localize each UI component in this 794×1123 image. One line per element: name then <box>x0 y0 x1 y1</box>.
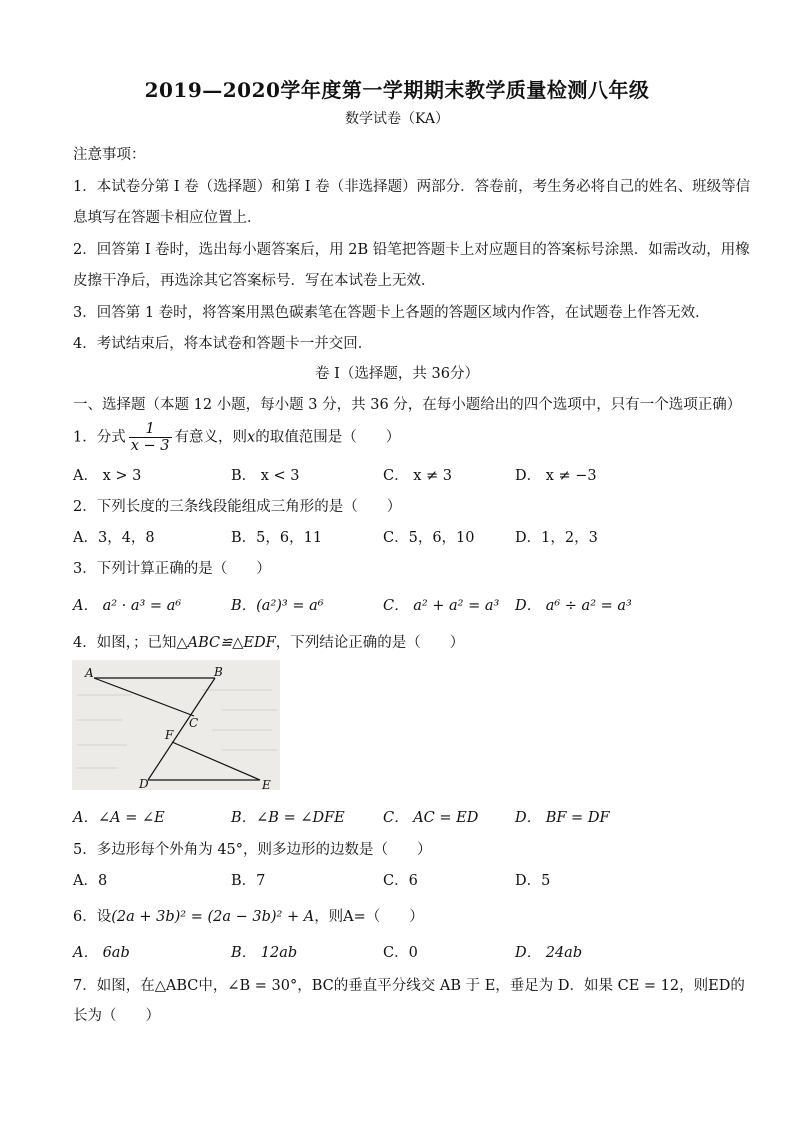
option-b: B． 12ab <box>231 945 298 961</box>
option-b: B．∠B = ∠DFE <box>231 810 345 826</box>
option-d: D．1，2，3 <box>515 530 598 546</box>
question-3-stem: 3．下列计算正确的是（ ） <box>73 561 271 577</box>
label-b: B <box>214 665 223 679</box>
option-b: B．7 <box>231 873 266 889</box>
option-a: A． a² · a³ = a⁶ <box>73 598 182 614</box>
question-3-options <box>73 594 733 616</box>
notice-item-3: 3．回答第 1 卷时，将答案用黑色碳素笔在答题卡上各题的答题区域内作答，在试题卷上作答无效． <box>73 305 710 321</box>
notice-item-4: 4．考试结束后，将本试卷和答题卡一并交回． <box>73 336 373 352</box>
question-1-options <box>73 464 733 486</box>
option-c: C．0 <box>383 945 418 961</box>
option-c: C．6 <box>383 873 418 889</box>
label-d: D <box>139 777 149 790</box>
question-2-options <box>73 526 733 548</box>
notice-item-2-line-2: 皮擦干净后，再选涂其它答案标号．写在本试卷上无效． <box>73 273 436 289</box>
notice-heading: 注意事项： <box>73 147 146 163</box>
label-c: C <box>189 716 199 730</box>
section-intro: 一、选择题（本题 12 小题，每小题 3 分，共 36 分，在每小题给出的四个选项中，只有一个选项正确） <box>73 397 742 413</box>
question-6-options <box>73 941 733 963</box>
notice-item-1-line-1: 1．本试卷分第 I 卷（选择题）和第 I 卷（非选择题）两部分．答卷前，考生务必将自己的姓名、班级等信 <box>73 179 751 195</box>
option-a: A．∠A = ∠E <box>73 810 165 826</box>
section-title: 卷 I（选择题，共 36分） <box>315 366 479 382</box>
notice-item-2-line-1: 2．回答第 I 卷时，选出每小题答案后，用 2B 铅笔把答题卡上对应题目的答案标号涂黑．如需改动，用橡 <box>73 242 750 258</box>
option-d: D． a⁶ ÷ a² = a³ <box>515 598 632 614</box>
question-7-line-2: 长为（ ） <box>73 1008 160 1024</box>
option-d: D． x ≠ −3 <box>515 468 597 484</box>
question-7-line-1: 7．如图，在△ABC中，∠B = 30°，BC的垂直平分线交 AB 于 E，垂足为 D．如果 CE = 12，则ED的 <box>73 978 745 994</box>
question-4-stem: 4．如图，；已知△ABC≌△EDF，下列结论正确的是（ ） <box>73 635 465 651</box>
option-d: D．5 <box>515 873 551 889</box>
question-4-options <box>73 806 733 828</box>
option-b: B． x < 3 <box>231 468 300 484</box>
option-d: D． 24ab <box>515 945 583 961</box>
question-2-stem: 2．下列长度的三条线段能组成三角形的是（ ） <box>73 499 402 515</box>
option-c: C． AC = ED <box>383 810 479 826</box>
exam-subtitle: 数学试卷（KA） <box>344 111 449 127</box>
option-d: D． BF = DF <box>515 810 610 826</box>
label-e: E <box>262 778 271 790</box>
question-5-options <box>73 869 733 891</box>
triangle-figure <box>72 660 280 790</box>
option-a: A．8 <box>73 873 108 889</box>
fraction: $\frac{1}{x - 3}$ <box>130 421 170 454</box>
question-1-stem: 1．分式 $\frac{1}{x - 3}$ 有意义，则x的取值范围是（ ） <box>73 421 401 454</box>
option-c: C． a² + a² = a³ <box>383 598 500 614</box>
option-a: A． x > 3 <box>73 468 142 484</box>
option-b: B．5，6，11 <box>231 530 323 546</box>
label-a: A <box>85 666 94 680</box>
label-f: F <box>165 728 174 742</box>
notice-item-1-line-2: 息填写在答题卡相应位置上． <box>73 210 262 226</box>
option-a: A．3，4，8 <box>73 530 155 546</box>
question-6-stem: 6．设(2a + 3b)² = (2a − 3b)² + A，则A=（ ） <box>73 909 424 925</box>
option-c: C．5，6，10 <box>383 530 475 546</box>
question-5-stem: 5．多边形每个外角为 45°，则多边形的边数是（ ） <box>73 842 432 858</box>
option-b: B．(a²)³ = a⁶ <box>231 598 324 614</box>
option-c: C． x ≠ 3 <box>383 468 452 484</box>
exam-title: 2019—2020学年度第一学期期末教学质量检测八年级 <box>144 78 650 102</box>
option-a: A． 6ab <box>73 945 130 961</box>
